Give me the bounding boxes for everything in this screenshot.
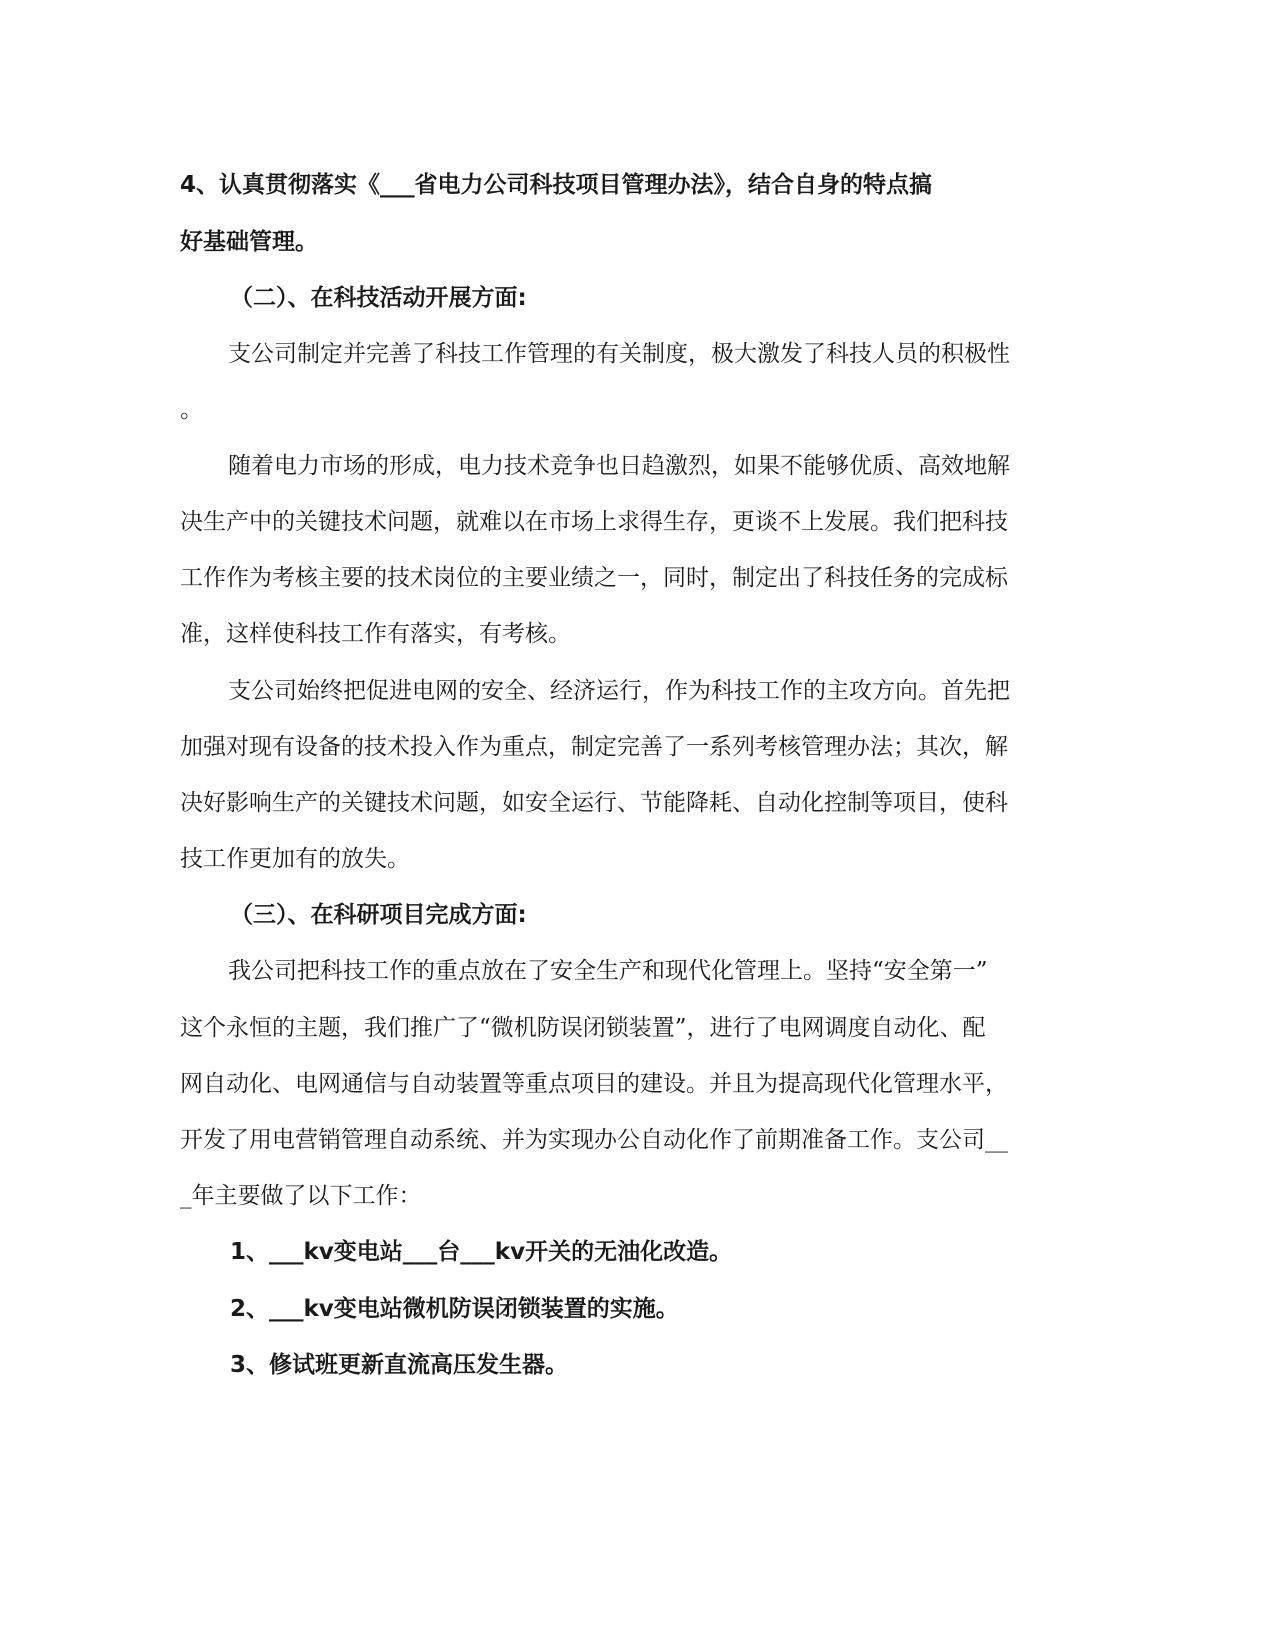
section2-p2-line1: 随着电力市场的形成，电力技术竞争也日趋激烈，如果不能够优质、高效地解 (228, 453, 1010, 479)
section2-p3-line4: 技工作更加有的放失。 (180, 846, 410, 872)
section2-p2-line3: 工作作为考核主要的技术岗位的主要业绩之一，同时，制定出了科技任务的完成标 (180, 565, 1008, 591)
section2-p3-line2: 加强对现有设备的技术投入作为重点，制定完善了一系列考核管理办法；其次，解 (180, 734, 1008, 760)
section2-p2-line2: 决生产中的关键技术问题，就难以在市场上求得生存，更谈不上发展。我们把科技 (180, 509, 1008, 535)
section2-p2-line4: 准，这样使科技工作有落实，有考核。 (180, 621, 571, 647)
section2-p1-line1: 支公司制定并完善了科技工作管理的有关制度，极大激发了科技人员的积极性 (228, 341, 1010, 367)
section2-p3-line1: 支公司始终把促进电网的安全、经济运行，作为科技工作的主攻方向。首先把 (228, 678, 1010, 704)
section3-p1-line2: 这个永恒的主题，我们推广了“微机防误闭锁装置”，进行了电网调度自动化、配 (180, 1015, 986, 1041)
list-item: 1、___kv变电站___台___kv开关的无油化改造。 (230, 1239, 733, 1265)
section2-p3-line3: 决好影响生产的关键技术问题，如安全运行、节能降耗、自动化控制等项目，使科 (180, 790, 1008, 816)
item4-line2: 好基础管理。 (180, 229, 318, 255)
section2-p1-line2: 。 (180, 397, 203, 423)
list-item: 2、___kv变电站微机防误闭锁装置的实施。 (230, 1296, 679, 1322)
section3-heading: （三）、在科研项目完成方面: (230, 902, 527, 928)
list-item: 3、修试班更新直流高压发生器。 (230, 1352, 569, 1378)
section3-p1-line3: 网自动化、电网通信与自动装置等重点项目的建设。并且为提高现代化管理水平， (180, 1071, 1008, 1097)
item4-line1: 4、认真贯彻落实《___省电力公司科技项目管理办法》，结合自身的特点搞 (180, 172, 933, 198)
section3-p1-line4: 开发了用电营销管理自动系统、并为实现办公自动化作了前期准备工作。支公司__ (180, 1127, 1008, 1153)
section3-p1-line5: _年主要做了以下工作： (180, 1183, 422, 1209)
section3-p1-line1: 我公司把科技工作的重点放在了安全生产和现代化管理上。坚持“安全第一” (228, 958, 988, 984)
section2-heading: （二）、在科技活动开展方面: (230, 285, 527, 311)
